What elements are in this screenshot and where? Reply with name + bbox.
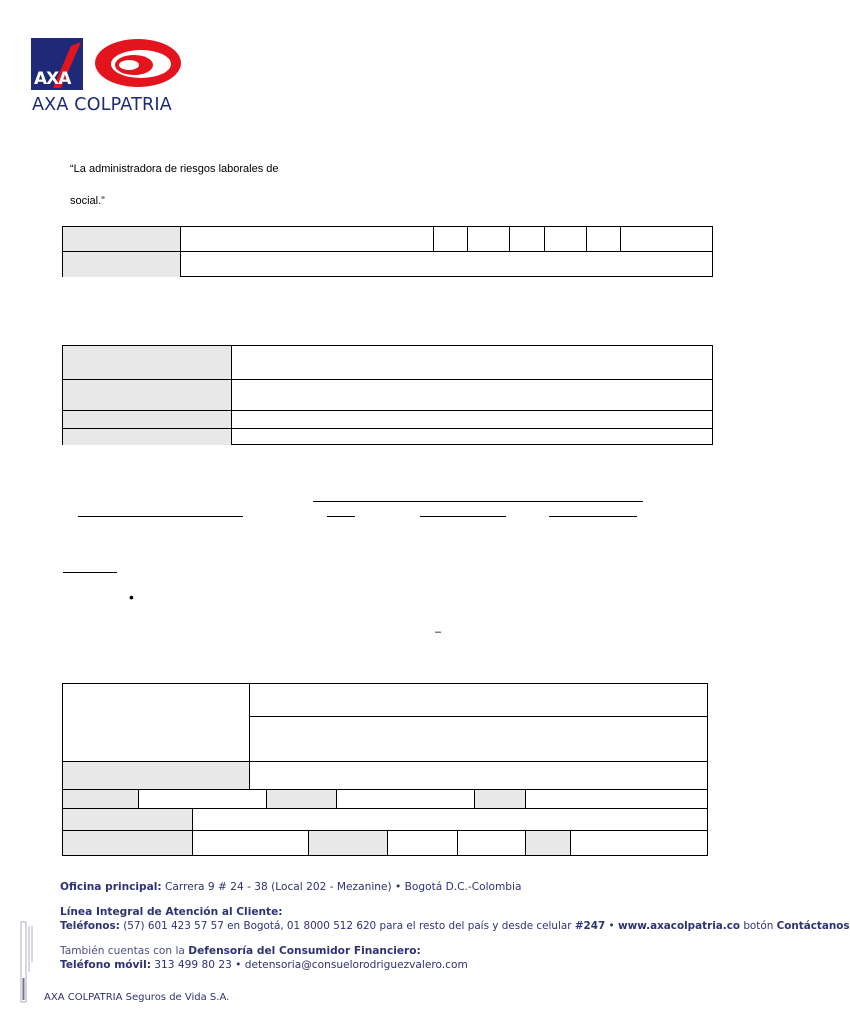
- quote-line-2: social.”: [70, 195, 105, 207]
- table1-label-cell-2: [63, 252, 180, 277]
- footer-phones: [60, 920, 850, 932]
- colpatria-swirl-icon: [95, 39, 181, 87]
- footer-office-value: Carrera 9 # 24 - 38 (Local 202 - Mezanine) • Bogotá D.C.-Colombia: [161, 881, 522, 893]
- blank-line-4: [549, 516, 637, 517]
- footer-defensoria: [60, 945, 421, 957]
- table2-label-cell-1: [63, 346, 231, 379]
- footer-website-link[interactable]: www.axacolpatria.co: [618, 920, 741, 932]
- table3-label-cell-2: [63, 790, 138, 808]
- footer-phones-short: #247: [574, 920, 606, 932]
- quote-line-1: “La administradora de riesgos laborales de: [70, 163, 279, 175]
- table3-label-cell-8: [525, 831, 570, 855]
- footer-line-title: [60, 906, 283, 918]
- footer-defensoria-name: Defensoría del Consumidor Financiero:: [188, 945, 421, 957]
- table3-label-cell-6: [63, 831, 192, 855]
- bullet-point: •: [129, 589, 134, 605]
- footer-defensoria-prefix: También cuentas con la: [60, 945, 189, 957]
- dash-mark: –: [435, 626, 442, 638]
- footer-phones-sep: •: [605, 920, 618, 932]
- footer-line-title-text: Línea Integral de Atención al Cliente:: [60, 906, 283, 918]
- table3-label-cell-1: [63, 762, 249, 789]
- form-table-1: [62, 226, 713, 277]
- regulatory-stamp-icon: [20, 922, 36, 1002]
- blank-line-top: [313, 501, 643, 502]
- footer-contact-link[interactable]: Contáctanos: [776, 920, 850, 932]
- footer-phones-tail: botón: [740, 920, 777, 932]
- table3-label-cell-3: [266, 790, 336, 808]
- form-table-3: [62, 683, 708, 856]
- footer-mobile-value[interactable]: 313 499 80 23 • detensoria@consuelorodriguezvalero.com: [150, 959, 468, 971]
- form-table-2: [62, 345, 713, 445]
- footer-office-label: Oficina principal:: [60, 881, 162, 893]
- footer-phones-label: Teléfonos:: [60, 920, 120, 932]
- footer-company: AXA COLPATRIA Seguros de Vida S.A.: [44, 992, 230, 1003]
- footer-office: [60, 881, 521, 893]
- blank-line-1: [78, 516, 243, 517]
- footer-phones-value: (57) 601 423 57 57 en Bogotá, 01 8000 512 620 para el resto del país y desde celular: [119, 920, 575, 932]
- table3-label-cell-4: [474, 790, 525, 808]
- table2-label-cell-3: [63, 411, 231, 428]
- footer-mobile-label: Teléfono móvil:: [60, 959, 151, 971]
- blank-line-2: [327, 516, 355, 517]
- brand-name: AXA COLPATRIA: [32, 95, 172, 115]
- table2-label-cell-2: [63, 380, 231, 410]
- table2-label-cell-4: [63, 429, 231, 445]
- table1-label-cell-1: [63, 227, 180, 251]
- section-underline: [63, 572, 117, 573]
- table3-label-cell-7: [308, 831, 387, 855]
- axa-logo-text: AXA: [34, 69, 71, 89]
- blank-line-3: [420, 516, 506, 517]
- footer-mobile: [60, 959, 468, 971]
- table3-label-cell-5: [63, 809, 192, 830]
